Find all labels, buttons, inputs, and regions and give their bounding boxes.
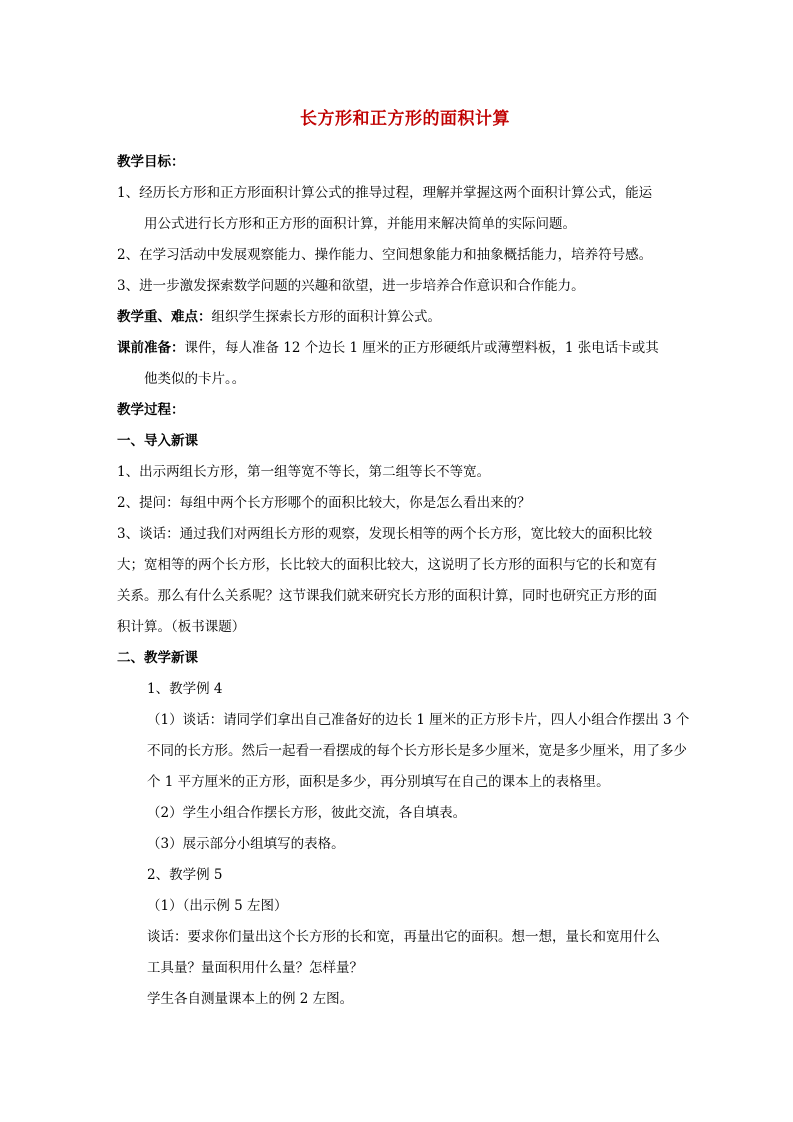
section-1-item-3-line-2: 大；宽相等的两个长方形，长比较大的面积比较大，这说明了长方形的面积与它的长和宽有 xyxy=(117,557,657,573)
example-5-para-1: （1）（出示例 5 左图） xyxy=(147,898,288,914)
example-5-talk-line-2: 工具量？量面积用什么量？怎样量？ xyxy=(147,960,363,976)
section-1-item-3-line-4: 积计算。（板书课题） xyxy=(117,619,246,635)
objective-item-3: 3、进一步激发探索数学问题的兴趣和欲望，进一步培养合作意识和合作能力。 xyxy=(117,278,585,294)
example-4-para-1-line-3: 个 1 平方厘米的正方形，面积是多少，再分别填写在自己的课本上的表格里。 xyxy=(147,774,610,790)
preparation-line-2: 他类似的卡片。。 xyxy=(144,371,246,387)
key-points xyxy=(117,302,693,333)
section-1-item-3-line-3: 关系。那么有什么关系呢？这节课我们就来研究长方形的面积计算，同时也研究正方形的面 xyxy=(117,588,657,604)
preparation-label: 课前准备： xyxy=(117,340,185,356)
example-4-para-3: （3）展示部分小组填写的表格。 xyxy=(147,836,345,852)
example-5-measure: 学生各自测量课本上的例 2 左图。 xyxy=(147,991,354,1007)
process-heading: 教学过程： xyxy=(117,402,185,418)
key-points-text: 组织学生探索长方形的面积计算公式。 xyxy=(211,309,441,325)
preparation-line-1 xyxy=(117,333,693,364)
page-title: 长方形和正方形的面积计算 xyxy=(300,109,510,129)
section-1-item-1: 1、出示两组长方形，第一组等宽不等长，第二组等长不等宽。 xyxy=(117,464,491,480)
objective-item-2: 2、在学习活动中发展观察能力、操作能力、空间想象能力和抽象概括能力，培养符号感。 xyxy=(117,247,653,263)
example-4-para-1-line-1: （1）谈话：请同学们拿出自己准备好的边长 1 厘米的正方形卡片，四人小组合作摆出 3 个 xyxy=(147,712,690,728)
section-1-item-3-line-1: 3、谈话：通过我们对两组长方形的观察，发现长相等的两个长方形，宽比较大的面积比较 xyxy=(117,526,653,542)
example-4-heading: 1、教学例 4 xyxy=(147,681,223,697)
preparation-text: 课件，每人准备 12 个边长 1 厘米的正方形硬纸片或薄塑料板，1 张电话卡或其 xyxy=(184,340,659,356)
example-4-para-1-line-2: 不同的长方形。然后一起看一看摆成的每个长方形长是多少厘米，宽是多少厘米，用了多少 xyxy=(147,743,687,759)
example-4-para-2: （2）学生小组合作摆长方形，彼此交流，各自填表。 xyxy=(147,805,467,821)
objective-item-1-line-2: 用公式进行长方形和正方形的面积计算，并能用来解决简单的实际问题。 xyxy=(144,216,576,232)
objective-item-1-line-1: 1、经历长方形和正方形面积计算公式的推导过程，理解并掌握这两个面积计算公式，能运 xyxy=(117,185,653,201)
section-2-heading: 二、教学新课 xyxy=(117,650,198,666)
section-1-item-2: 2、提问：每组中两个长方形哪个的面积比较大，你是怎么看出来的？ xyxy=(117,495,531,511)
section-1-heading: 一、导入新课 xyxy=(117,433,198,449)
example-5-heading: 2、教学例 5 xyxy=(147,867,223,883)
example-5-talk-line-1: 谈话：要求你们量出这个长方形的长和宽，再量出它的面积。想一想，量长和宽用什么 xyxy=(147,929,660,945)
objectives-heading: 教学目标： xyxy=(117,154,185,170)
key-points-label: 教学重、难点： xyxy=(117,309,212,325)
